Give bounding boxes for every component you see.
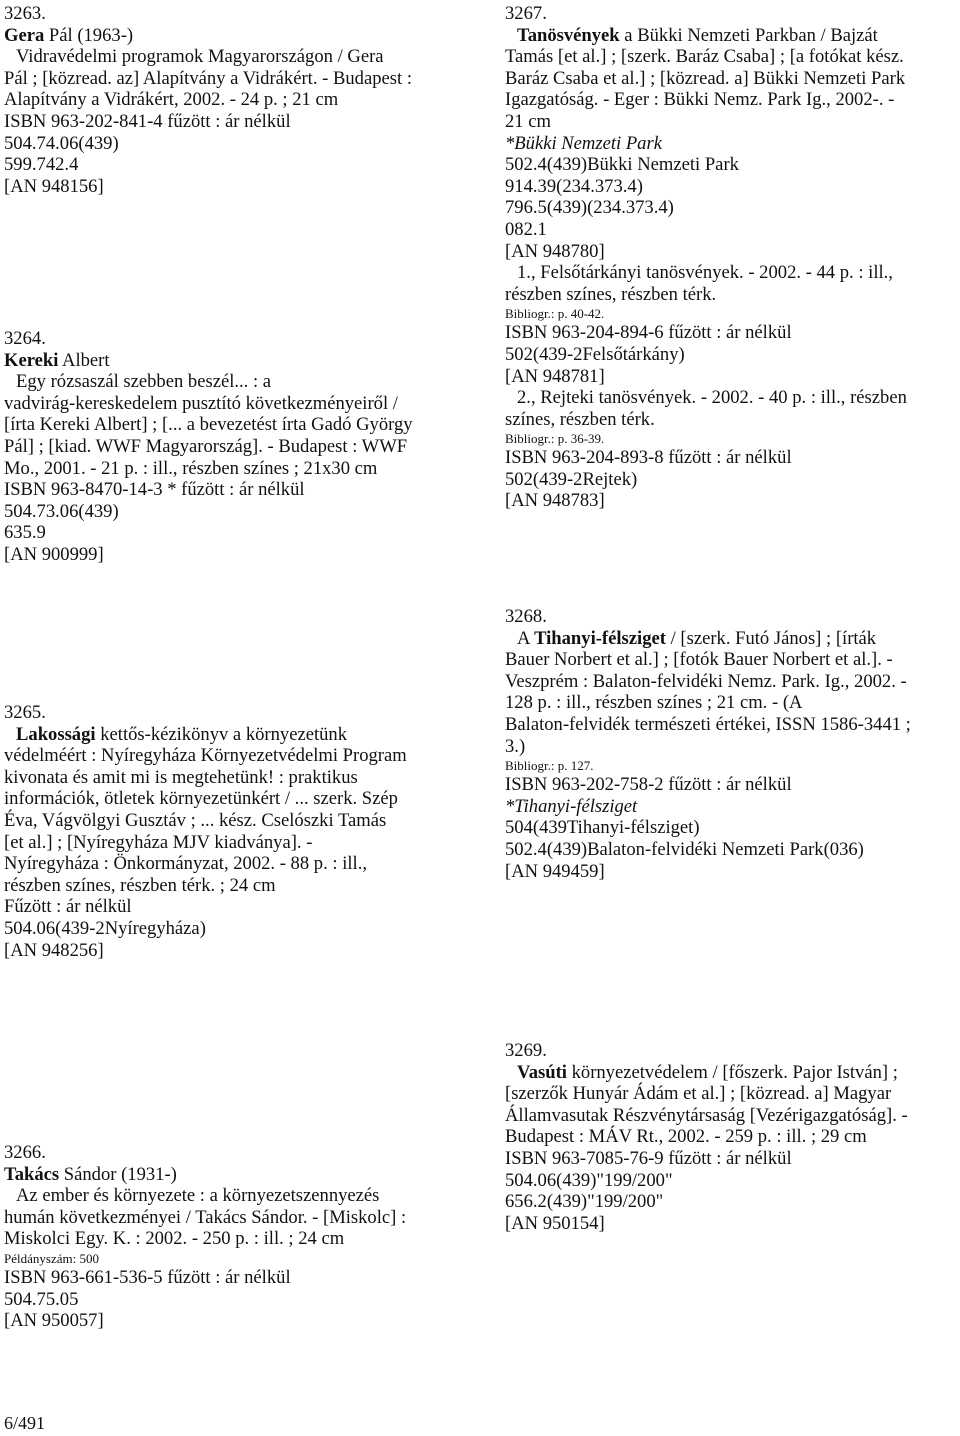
body-line: Államvasutak Részvénytársaság [Vezérigazgatóság]. - (505, 1104, 908, 1126)
page-number: 6/491 (4, 1413, 46, 1433)
note-line: Példányszám: 500 (4, 1250, 99, 1266)
heading-bold: Lakossági (16, 723, 96, 745)
isbn-line: ISBN 963-202-841-4 fűzött : ár nélkül (4, 110, 291, 132)
heading-bold: Tanösvények (517, 24, 620, 46)
body-line: 3.) (505, 735, 526, 757)
entry-heading: Tanösvények a Bükki Nemzeti Parkban / Bajzát (517, 24, 878, 46)
an-number: [AN 948783] (505, 490, 605, 512)
class-code: 914.39(234.373.4) (505, 175, 643, 197)
volume-line: 2., Rejteki tanösvények. - 2002. - 40 p. : ill., részben (517, 387, 907, 409)
volume-line: 1., Felsőtárkányi tanösvények. - 2002. - 44 p. : ill., (517, 262, 893, 284)
body-line: Balaton-felvidék természeti értékei, ISSN 1586-3441 ; (505, 713, 911, 735)
entry-number: 3266. (4, 1142, 46, 1163)
entry-heading: Kereki Albert (4, 349, 110, 371)
body-line: Tamás [et al.] ; [szerk. Baráz Csaba] ; [a fotókat kész. (505, 46, 904, 68)
heading-bold: Vasúti (517, 1061, 567, 1083)
entry-3264 (4, 328, 413, 566)
entry-heading: Vasúti környezetvédelem / [főszerk. Pajor István] ; (517, 1061, 898, 1083)
an-number: [AN 948780] (505, 240, 605, 262)
class-code: 502(439-2Rejtek) (505, 468, 638, 490)
note-line: Bibliogr.: p. 127. (505, 758, 594, 774)
body-line: [et al.] ; [Nyíregyháza MJV kiadványa]. - (4, 831, 313, 853)
entry-heading: Lakossági kettős-kézikönyv a környezetünk (16, 723, 348, 745)
isbn-line: ISBN 963-7085-76-9 fűzött : ár nélkül (505, 1147, 792, 1169)
class-code: 599.742.4 (4, 154, 79, 176)
entry-3263 (4, 3, 412, 197)
body-line: humán következményei / Takács Sándor. - [Miskolc] : (4, 1206, 407, 1228)
body-line: Igazgatóság. - Eger : Bükki Nemz. Park Ig., 2002-. - (505, 89, 895, 111)
heading-bold: Tihanyi-félsziget (534, 627, 666, 649)
isbn-line: ISBN 963-202-758-2 fűzött : ár nélkül (505, 774, 792, 796)
title-line: Vidravédelmi programok Magyarországon / Gera (16, 46, 384, 68)
body-line: Miskolci Egy. K. : 2002. - 250 p. : ill. ; 24 cm (4, 1228, 345, 1250)
entry-3268 (505, 606, 911, 882)
class-code: 504(439Tihanyi-félsziget) (505, 817, 700, 839)
entry-heading: Takács Sándor (1931-) (4, 1163, 177, 1185)
body-line: kivonata és amit mi is megtehetünk! : praktikus (4, 766, 358, 788)
isbn-line: ISBN 963-661-536-5 fűzött : ár nélkül (4, 1266, 291, 1288)
isbn-line: ISBN 963-8470-14-3 * fűzött : ár nélkül (4, 479, 305, 501)
body-line: Bauer Norbert et al.] ; [fotók Bauer Norbert et al.]. - (505, 649, 893, 671)
body-line: Pál ; [közread. az] Alapítvány a Vidrákért. - Budapest : (4, 67, 412, 89)
entry-heading: Gera Pál (1963-) (4, 24, 134, 46)
body-line: [szerzők Hunyár Ádám et al.] ; [közread. a] Magyar (505, 1083, 892, 1105)
entry-3265 (4, 702, 407, 961)
subject-heading: *Bükki Nemzeti Park (505, 132, 662, 154)
an-number: [AN 950154] (505, 1212, 605, 1234)
body-line: Nyíregyháza : Önkormányzat, 2002. - 88 p. : ill., (4, 853, 368, 875)
entry-number: 3268. (505, 606, 547, 627)
class-code: 656.2(439)"199/200" (505, 1191, 664, 1213)
entry-heading: A Tihanyi-félsziget / [szerk. Futó János] ; [írták (517, 627, 877, 649)
class-code: 504.74.06(439) (4, 132, 119, 154)
title-line: Az ember és környezete : a környezetszennyezés (16, 1185, 380, 1207)
class-code: 504.06(439-2Nyíregyháza) (4, 917, 206, 939)
body-line: Baráz Csaba et al.] ; [közread. a] Bükki Nemzeti Park (505, 67, 906, 89)
body-line: vadvirág-kereskedelem pusztító következményeiről / (4, 392, 398, 414)
class-code: 635.9 (4, 522, 46, 544)
heading-bold: Kereki (4, 349, 59, 371)
an-number: [AN 950057] (4, 1310, 104, 1332)
body-line: Pál] ; [kiad. WWF Magyarország]. - Budapest : WWF (4, 435, 408, 457)
body-line: részben színes, részben térk. (505, 283, 717, 305)
body-line: védelméért : Nyíregyháza Környezetvédelmi Program (4, 745, 407, 767)
entry-3266 (4, 1142, 406, 1332)
note-line: Bibliogr.: p. 36-39. (505, 431, 605, 447)
an-number: [AN 949459] (505, 860, 605, 882)
class-code: 502.4(439)Bükki Nemzeti Park (505, 154, 739, 176)
body-line: [írta Kereki Albert] ; [... a bevezetést írta Gadó György (4, 414, 413, 436)
entry-number: 3264. (4, 328, 46, 349)
heading-bold: Takács (4, 1163, 60, 1185)
entry-number: 3265. (4, 702, 46, 723)
body-line: Alapítvány a Vidrákért, 2002. - 24 p. ; 21 cm (4, 89, 339, 111)
entry-3269 (505, 1040, 908, 1234)
entry-3267 (505, 3, 907, 512)
class-code: 082.1 (505, 218, 547, 240)
entry-number: 3267. (505, 3, 547, 24)
binding-line: Fűzött : ár nélkül (4, 896, 132, 918)
body-line: Veszprém : Balaton-felvidéki Nemz. Park. Ig., 2002. - (505, 670, 907, 692)
heading-bold: Gera (4, 24, 45, 46)
body-line: Budapest : MÁV Rt., 2002. - 259 p. : ill. ; 29 cm (505, 1126, 867, 1148)
an-number: [AN 948256] (4, 939, 104, 961)
entry-number: 3263. (4, 3, 46, 24)
isbn-line: ISBN 963-204-893-8 fűzött : ár nélkül (505, 447, 792, 469)
isbn-line: ISBN 963-204-894-6 fűzött : ár nélkül (505, 322, 792, 344)
entry-number: 3269. (505, 1040, 547, 1061)
body-line: Éva, Vágvölgyi Gusztáv ; ... kész. Cselószki Tamás (4, 809, 387, 831)
body-line: színes, részben térk. (505, 408, 655, 430)
note-line: Bibliogr.: p. 40-42. (505, 306, 605, 322)
class-code: 504.06(439)"199/200" (505, 1169, 673, 1191)
an-number: [AN 948156] (4, 175, 104, 197)
body-line: 128 p. : ill., részben színes ; 21 cm. - (A (505, 692, 803, 714)
an-number: [AN 900999] (4, 543, 104, 565)
class-code: 502.4(439)Balaton-felvidéki Nemzeti Park(036) (505, 838, 864, 860)
title-line: Egy rózsaszál szebben beszél... : a (16, 371, 272, 393)
body-line: Mo., 2001. - 21 p. : ill., részben színes ; 21x30 cm (4, 457, 378, 479)
class-code: 502(439-2Felsőtárkány) (505, 343, 685, 365)
body-line: információk, ötletek környezetünkért / ... szerk. Szép (4, 788, 398, 810)
body-line: részben színes, részben térk. ; 24 cm (4, 874, 276, 896)
class-code: 504.73.06(439) (4, 500, 119, 522)
body-line: 21 cm (505, 110, 551, 132)
an-number: [AN 948781] (505, 365, 605, 387)
class-code: 796.5(439)(234.373.4) (505, 197, 674, 219)
subject-heading: *Tihanyi-félsziget (505, 795, 638, 817)
class-code: 504.75.05 (4, 1288, 79, 1310)
